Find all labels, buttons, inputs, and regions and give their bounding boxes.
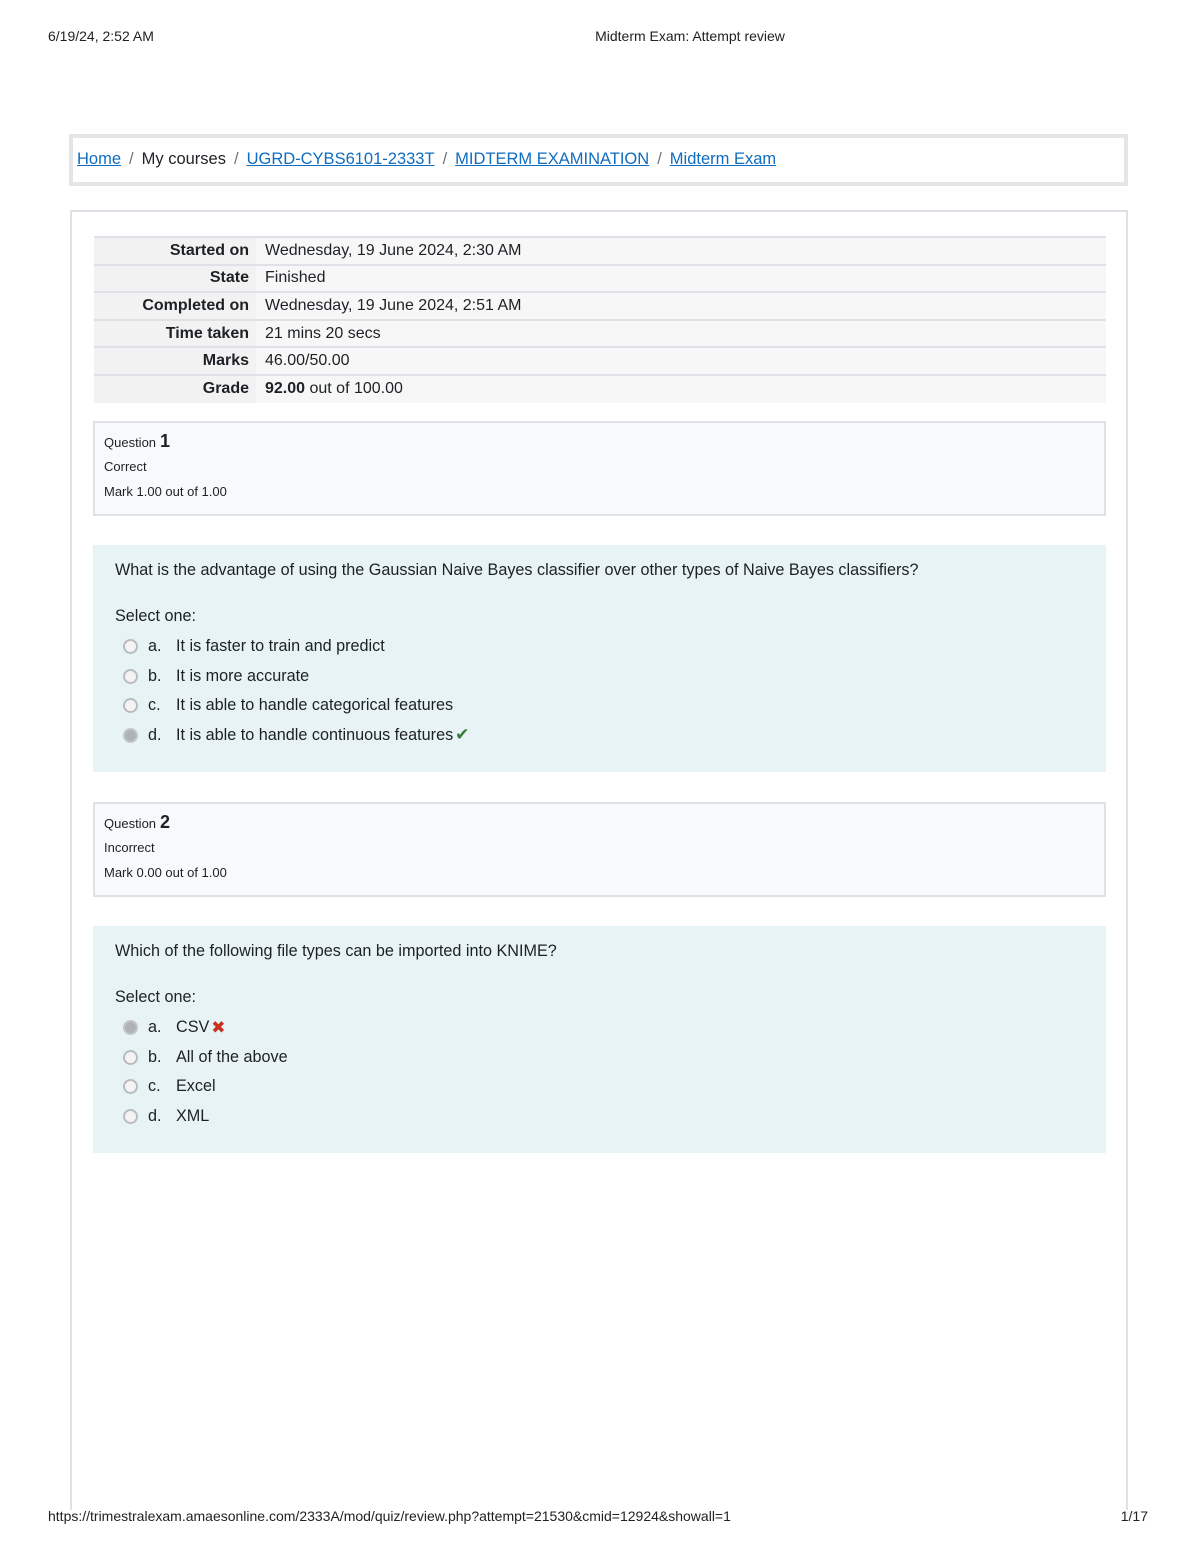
summary-row-marks bbox=[94, 347, 1106, 375]
summary-row-completed bbox=[94, 292, 1106, 320]
started-on-label: Started on bbox=[94, 237, 256, 265]
print-datetime: 6/19/24, 2:52 AM bbox=[48, 28, 154, 44]
completed-on-label: Completed on bbox=[94, 292, 256, 320]
time-taken-label: Time taken bbox=[94, 320, 256, 348]
answer-option-selected[interactable] bbox=[115, 721, 1106, 751]
question-number: 2 bbox=[160, 812, 171, 832]
answer-letter: a. bbox=[148, 637, 162, 656]
time-taken-value: 21 mins 20 secs bbox=[256, 320, 1106, 348]
breadcrumb-separator: / bbox=[442, 150, 448, 168]
summary-row-time bbox=[94, 320, 1106, 348]
print-footer bbox=[0, 1508, 1200, 1528]
started-on-value: Wednesday, 19 June 2024, 2:30 AM bbox=[256, 237, 1106, 265]
summary-row-grade bbox=[94, 375, 1106, 403]
attempt-summary-table bbox=[94, 236, 1106, 403]
breadcrumb-separator: / bbox=[657, 150, 662, 168]
cross-icon: ✖ bbox=[211, 1017, 226, 1037]
radio-button-checked[interactable] bbox=[123, 728, 138, 743]
answer-letter: d. bbox=[148, 1106, 162, 1125]
grade-value-cell bbox=[256, 375, 1106, 403]
answer-text: All of the above bbox=[176, 1047, 288, 1066]
summary-row-state bbox=[94, 265, 1106, 293]
breadcrumb-separator: / bbox=[129, 150, 134, 168]
question-label: Question bbox=[104, 816, 157, 831]
answer-option[interactable] bbox=[115, 1043, 1106, 1073]
answer-letter: c. bbox=[148, 1077, 161, 1096]
question-2-info bbox=[93, 802, 1106, 897]
question-mark: Mark 0.00 out of 1.00 bbox=[104, 865, 227, 880]
breadcrumb-course-link[interactable]: UGRD-CYBS6101-2333T bbox=[246, 150, 435, 168]
answer-option[interactable] bbox=[115, 662, 1106, 692]
question-text: What is the advantage of using the Gaussian Naive Bayes classifier over other types of Naive Bayes classifiers? bbox=[115, 561, 919, 579]
grade-label: Grade bbox=[94, 375, 256, 403]
grade-value: 92.00 bbox=[265, 380, 306, 398]
question-2-content bbox=[93, 926, 1106, 1153]
answer-option[interactable] bbox=[115, 632, 1106, 662]
radio-button[interactable] bbox=[123, 1079, 138, 1094]
marks-label: Marks bbox=[94, 347, 256, 375]
print-title: Midterm Exam: Attempt review bbox=[595, 28, 785, 44]
radio-button[interactable] bbox=[123, 669, 138, 684]
radio-button[interactable] bbox=[123, 639, 138, 654]
marks-value: 46.00/50.00 bbox=[256, 347, 1106, 375]
radio-button[interactable] bbox=[123, 1109, 138, 1124]
answer-option[interactable] bbox=[115, 1072, 1106, 1102]
summary-row-started bbox=[94, 237, 1106, 265]
answer-option[interactable] bbox=[115, 691, 1106, 721]
question-1-info bbox=[93, 421, 1106, 516]
breadcrumb-home-link[interactable]: Home bbox=[77, 150, 122, 168]
answer-text: It is able to handle categorical features bbox=[176, 696, 454, 715]
radio-button-checked[interactable] bbox=[123, 1020, 138, 1035]
breadcrumb bbox=[69, 134, 1128, 186]
grade-suffix: out of 100.00 bbox=[305, 380, 403, 398]
breadcrumb-quiz-link[interactable]: Midterm Exam bbox=[669, 150, 777, 168]
question-text: Which of the following file types can be imported into KNIME? bbox=[115, 942, 557, 960]
answer-text: It is more accurate bbox=[176, 666, 310, 685]
state-label: State bbox=[94, 265, 256, 293]
answer-option-selected[interactable] bbox=[115, 1013, 1106, 1043]
question-label: Question bbox=[104, 435, 157, 450]
question-state: Incorrect bbox=[104, 840, 155, 855]
radio-button[interactable] bbox=[123, 698, 138, 713]
answer-letter: b. bbox=[148, 666, 162, 685]
question-state: Correct bbox=[104, 459, 147, 474]
breadcrumb-section-link[interactable]: MIDTERM EXAMINATION bbox=[455, 150, 650, 168]
radio-button[interactable] bbox=[123, 1050, 138, 1065]
print-url: https://trimestralexam.amaesonline.com/2333A/mod/quiz/review.php?attempt=21530&cmid=12924&showall=1 bbox=[48, 1508, 731, 1524]
print-header bbox=[0, 28, 1200, 48]
breadcrumb-separator: / bbox=[233, 150, 239, 168]
question-number: 1 bbox=[160, 431, 171, 451]
answer-option[interactable] bbox=[115, 1102, 1106, 1132]
answer-letter: c. bbox=[148, 696, 161, 715]
answer-letter: a. bbox=[148, 1018, 162, 1037]
print-page-number: 1/17 bbox=[1120, 1508, 1148, 1524]
state-value: Finished bbox=[256, 265, 1106, 293]
answer-text: It is faster to train and predict bbox=[176, 637, 385, 656]
answer-letter: b. bbox=[148, 1047, 162, 1066]
select-one-prompt: Select one: bbox=[115, 607, 196, 625]
answer-text: CSV bbox=[176, 1018, 210, 1037]
select-one-prompt: Select one: bbox=[115, 988, 196, 1006]
checkmark-icon: ✔ bbox=[455, 725, 470, 745]
answer-text: XML bbox=[176, 1106, 210, 1125]
answer-letter: d. bbox=[148, 725, 162, 744]
answer-text: Excel bbox=[176, 1077, 216, 1096]
question-1-content bbox=[93, 545, 1106, 772]
completed-on-value: Wednesday, 19 June 2024, 2:51 AM bbox=[256, 292, 1106, 320]
breadcrumb-my-courses: My courses bbox=[141, 150, 226, 168]
answer-text: It is able to handle continuous features bbox=[176, 725, 454, 744]
question-mark: Mark 1.00 out of 1.00 bbox=[104, 484, 227, 499]
